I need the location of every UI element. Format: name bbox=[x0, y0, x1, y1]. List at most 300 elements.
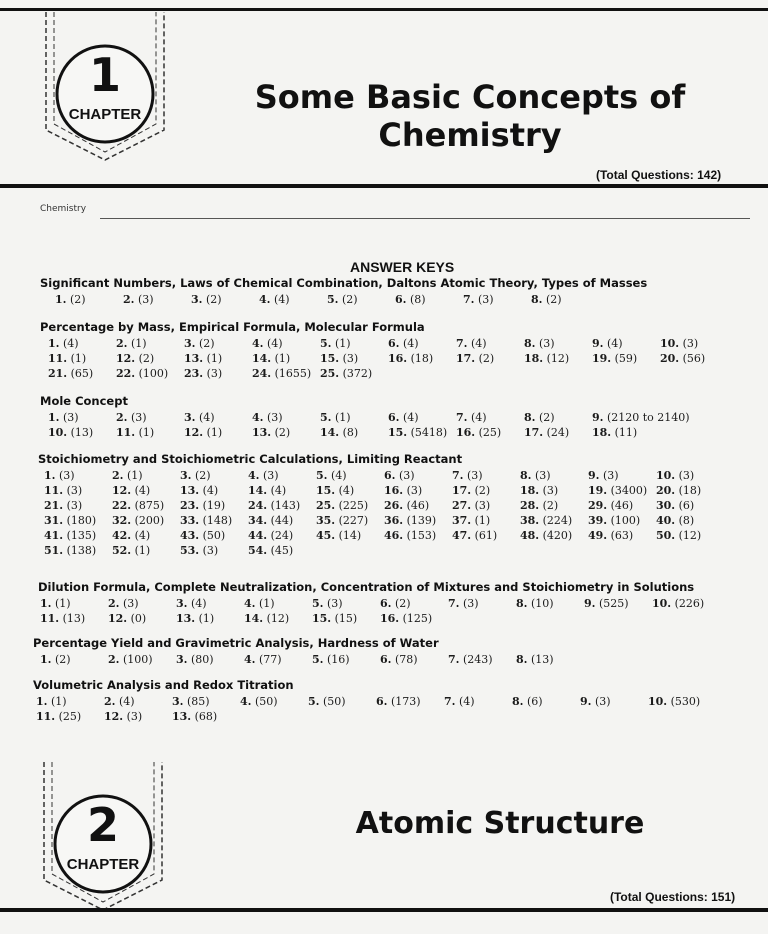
question-number: 8. bbox=[524, 411, 536, 424]
section-title: Volumetric Analysis and Redox Titration bbox=[33, 678, 294, 692]
answer-item bbox=[44, 469, 112, 482]
answer-value: (8) bbox=[675, 514, 695, 527]
answer-value: (46) bbox=[403, 499, 430, 512]
answer-item bbox=[456, 337, 524, 350]
answer-value: (80) bbox=[187, 653, 214, 666]
question-number: 3. bbox=[184, 337, 196, 350]
question-number: 9. bbox=[580, 695, 592, 708]
question-number: 3. bbox=[176, 597, 188, 610]
answer-item bbox=[312, 653, 380, 666]
question-number: 6. bbox=[376, 695, 388, 708]
answer-item bbox=[452, 529, 520, 542]
answer-item bbox=[384, 529, 452, 542]
answer-item bbox=[112, 484, 180, 497]
question-number: 7. bbox=[456, 411, 468, 424]
answer-value: (25) bbox=[55, 710, 82, 723]
question-number: 5. bbox=[308, 695, 320, 708]
answer-item bbox=[104, 695, 172, 708]
answer-item bbox=[176, 612, 244, 625]
answer-value: (2) bbox=[539, 499, 559, 512]
question-number: 16. bbox=[380, 612, 400, 625]
answer-item bbox=[656, 529, 724, 542]
question-number: 17. bbox=[452, 484, 472, 497]
question-number: 26. bbox=[384, 499, 404, 512]
question-number: 3. bbox=[180, 469, 192, 482]
answer-item bbox=[184, 411, 252, 424]
question-number: 33. bbox=[180, 514, 200, 527]
question-number: 4. bbox=[244, 653, 256, 666]
answer-value: (13) bbox=[59, 612, 86, 625]
answer-item bbox=[592, 426, 660, 439]
question-number: 29. bbox=[588, 499, 608, 512]
answer-value: (12) bbox=[543, 352, 570, 365]
answer-item bbox=[456, 426, 524, 439]
question-number: 6. bbox=[380, 653, 392, 666]
answer-item bbox=[248, 499, 316, 512]
answer-value: (65) bbox=[67, 367, 94, 380]
answer-value: (3) bbox=[459, 597, 479, 610]
answer-item bbox=[588, 484, 656, 497]
question-number: 13. bbox=[184, 352, 204, 365]
section-title: Stoichiometry and Stoichiometric Calculations, Limiting Reactant bbox=[38, 452, 463, 466]
answer-item bbox=[112, 499, 180, 512]
question-number: 4. bbox=[248, 469, 260, 482]
answer-item bbox=[531, 293, 599, 306]
answer-item bbox=[516, 597, 584, 610]
question-number: 11. bbox=[116, 426, 136, 439]
answer-value: (1) bbox=[131, 544, 151, 557]
question-number: 9. bbox=[584, 597, 596, 610]
answer-item bbox=[384, 499, 452, 512]
answer-item bbox=[44, 544, 112, 557]
answer-item bbox=[384, 514, 452, 527]
answer-value: (4) bbox=[131, 484, 151, 497]
answer-value: (173) bbox=[387, 695, 421, 708]
question-number: 31. bbox=[44, 514, 64, 527]
answer-value: (5418) bbox=[407, 426, 448, 439]
chapter-1-title bbox=[230, 78, 710, 155]
answer-item bbox=[244, 597, 312, 610]
answer-item bbox=[252, 411, 320, 424]
chapter-number: 2 bbox=[86, 798, 119, 852]
section-percentage-by-mass bbox=[0, 320, 768, 380]
question-number: 4. bbox=[252, 411, 264, 424]
answer-value: (3) bbox=[395, 469, 415, 482]
answer-item bbox=[116, 367, 184, 380]
answer-value: (14) bbox=[335, 529, 362, 542]
answer-value: (3) bbox=[199, 544, 219, 557]
question-number: 5. bbox=[312, 653, 324, 666]
answer-value: (225) bbox=[335, 499, 369, 512]
answer-item bbox=[384, 469, 452, 482]
answer-item bbox=[456, 411, 524, 424]
question-number: 7. bbox=[448, 653, 460, 666]
answer-item bbox=[108, 597, 176, 610]
question-number: 13. bbox=[176, 612, 196, 625]
answer-item bbox=[656, 484, 724, 497]
answer-grid bbox=[0, 411, 768, 439]
answer-value: (6) bbox=[675, 499, 695, 512]
answer-value: (226) bbox=[671, 597, 705, 610]
question-number: 41. bbox=[44, 529, 64, 542]
answer-item bbox=[316, 499, 384, 512]
answer-item bbox=[388, 352, 456, 365]
answer-value: (61) bbox=[471, 529, 498, 542]
question-number: 46. bbox=[384, 529, 404, 542]
section-title: Significant Numbers, Laws of Chemical Combination, Daltons Atomic Theory, Types of Masses bbox=[40, 276, 648, 290]
answer-item bbox=[180, 529, 248, 542]
answer-item bbox=[660, 337, 728, 350]
answer-value: (3) bbox=[535, 337, 555, 350]
answer-value: (68) bbox=[191, 710, 218, 723]
question-number: 35. bbox=[316, 514, 336, 527]
answer-item bbox=[40, 612, 108, 625]
answer-value: (3) bbox=[59, 411, 79, 424]
question-number: 50. bbox=[656, 529, 676, 542]
answer-value: (3) bbox=[474, 293, 494, 306]
question-number: 5. bbox=[320, 411, 332, 424]
answer-value: (13) bbox=[527, 653, 554, 666]
answer-value: (59) bbox=[611, 352, 638, 365]
answer-value: (3) bbox=[203, 367, 223, 380]
answer-value: (1) bbox=[135, 426, 155, 439]
question-number: 18. bbox=[592, 426, 612, 439]
answer-value: (525) bbox=[595, 597, 629, 610]
answer-value: (3) bbox=[679, 337, 699, 350]
answer-value: (3) bbox=[259, 469, 279, 482]
answer-value: (224) bbox=[539, 514, 573, 527]
question-number: 11. bbox=[40, 612, 60, 625]
question-number: 51. bbox=[44, 544, 64, 557]
answer-value: (3) bbox=[463, 469, 483, 482]
question-number: 6. bbox=[380, 597, 392, 610]
answer-item bbox=[648, 695, 716, 708]
answer-value: (1) bbox=[471, 514, 491, 527]
question-number: 17. bbox=[456, 352, 476, 365]
question-number: 36. bbox=[384, 514, 404, 527]
answer-value: (1) bbox=[203, 352, 223, 365]
answer-value: (8) bbox=[406, 293, 426, 306]
answer-item bbox=[524, 337, 592, 350]
answer-item bbox=[184, 337, 252, 350]
question-number: 3. bbox=[191, 293, 203, 306]
answer-item bbox=[516, 653, 584, 666]
answer-value: (10) bbox=[527, 597, 554, 610]
answer-item bbox=[592, 337, 660, 350]
question-number: 7. bbox=[456, 337, 468, 350]
answer-value: (44) bbox=[267, 514, 294, 527]
answer-item bbox=[656, 514, 724, 527]
answer-value: (4) bbox=[399, 411, 419, 424]
answer-value: (2120 to 2140) bbox=[603, 411, 690, 424]
answer-item bbox=[116, 411, 184, 424]
answer-value: (4) bbox=[267, 484, 287, 497]
answer-value: (45) bbox=[267, 544, 294, 557]
answer-item bbox=[656, 469, 724, 482]
answer-item bbox=[512, 695, 580, 708]
answer-value: (2) bbox=[135, 352, 155, 365]
question-number: 30. bbox=[656, 499, 676, 512]
answer-value: (4) bbox=[59, 337, 79, 350]
answer-value: (2) bbox=[391, 597, 411, 610]
answer-item bbox=[320, 367, 388, 380]
answer-value: (4) bbox=[270, 293, 290, 306]
answer-value: (148) bbox=[199, 514, 233, 527]
answer-value: (2) bbox=[202, 293, 222, 306]
question-number: 11. bbox=[48, 352, 68, 365]
question-number: 2. bbox=[123, 293, 135, 306]
answer-item bbox=[456, 352, 524, 365]
question-number: 2. bbox=[116, 411, 128, 424]
question-number: 10. bbox=[660, 337, 680, 350]
chapter-label: CHAPTER bbox=[68, 106, 142, 123]
question-number: 3. bbox=[172, 695, 184, 708]
answer-value: (4) bbox=[263, 337, 283, 350]
answer-item bbox=[452, 469, 520, 482]
answer-value: (1) bbox=[195, 612, 215, 625]
answer-grid bbox=[0, 337, 768, 380]
answer-value: (4) bbox=[467, 337, 487, 350]
question-number: 1. bbox=[40, 597, 52, 610]
answer-value: (3) bbox=[323, 597, 343, 610]
answer-item bbox=[452, 499, 520, 512]
question-number: 37. bbox=[452, 514, 472, 527]
answer-value: (180) bbox=[63, 514, 97, 527]
answer-item bbox=[448, 597, 516, 610]
answer-item bbox=[252, 426, 320, 439]
answer-value: (1) bbox=[123, 469, 143, 482]
question-number: 14. bbox=[252, 352, 272, 365]
answer-value: (1) bbox=[331, 411, 351, 424]
question-number: 10. bbox=[48, 426, 68, 439]
answer-value: (12) bbox=[263, 612, 290, 625]
question-number: 1. bbox=[55, 293, 67, 306]
answer-item bbox=[592, 411, 690, 424]
section-volumetric-analysis bbox=[0, 678, 768, 723]
section-title: Mole Concept bbox=[40, 394, 128, 408]
question-number: 1. bbox=[48, 411, 60, 424]
question-number: 28. bbox=[520, 499, 540, 512]
answer-item bbox=[520, 499, 588, 512]
question-number: 11. bbox=[44, 484, 64, 497]
question-number: 9. bbox=[588, 469, 600, 482]
question-number: 8. bbox=[516, 597, 528, 610]
question-number: 14. bbox=[244, 612, 264, 625]
answer-item bbox=[123, 293, 191, 306]
answer-item bbox=[308, 695, 376, 708]
answer-item bbox=[316, 514, 384, 527]
answer-value: (0) bbox=[127, 612, 147, 625]
answer-item bbox=[240, 695, 308, 708]
answer-item bbox=[55, 293, 123, 306]
answer-item bbox=[112, 529, 180, 542]
question-number: 49. bbox=[588, 529, 608, 542]
answer-item bbox=[463, 293, 531, 306]
question-number: 14. bbox=[320, 426, 340, 439]
question-number: 19. bbox=[592, 352, 612, 365]
answer-value: (100) bbox=[135, 367, 169, 380]
answer-item bbox=[116, 337, 184, 350]
answer-value: (50) bbox=[199, 529, 226, 542]
answer-value: (13) bbox=[67, 426, 94, 439]
answer-item bbox=[520, 529, 588, 542]
answer-item bbox=[380, 612, 448, 625]
answer-item bbox=[252, 337, 320, 350]
question-number: 43. bbox=[180, 529, 200, 542]
answer-value: (11) bbox=[611, 426, 638, 439]
answer-item bbox=[244, 612, 312, 625]
question-number: 4. bbox=[252, 337, 264, 350]
answer-value: (4) bbox=[195, 411, 215, 424]
answer-item bbox=[380, 597, 448, 610]
question-number: 2. bbox=[108, 653, 120, 666]
question-number: 13. bbox=[172, 710, 192, 723]
section-mole-concept bbox=[0, 394, 768, 439]
answer-value: (3) bbox=[531, 469, 551, 482]
answer-value: (1) bbox=[67, 352, 87, 365]
answer-item bbox=[244, 653, 312, 666]
question-number: 22. bbox=[116, 367, 136, 380]
question-number: 1. bbox=[48, 337, 60, 350]
question-number: 47. bbox=[452, 529, 472, 542]
answer-item bbox=[584, 597, 652, 610]
question-number: 1. bbox=[36, 695, 48, 708]
question-number: 34. bbox=[248, 514, 268, 527]
answer-value: (24) bbox=[267, 529, 294, 542]
question-number: 6. bbox=[388, 411, 400, 424]
answer-item bbox=[44, 499, 112, 512]
chapter-1-badge bbox=[40, 12, 170, 162]
answer-item bbox=[327, 293, 395, 306]
answer-value: (2) bbox=[191, 469, 211, 482]
answer-item bbox=[180, 544, 248, 557]
answer-item bbox=[448, 653, 516, 666]
answer-value: (19) bbox=[199, 499, 226, 512]
answer-item bbox=[44, 529, 112, 542]
answer-item bbox=[44, 514, 112, 527]
answer-item bbox=[112, 469, 180, 482]
answer-item bbox=[452, 514, 520, 527]
answer-item bbox=[104, 710, 172, 723]
question-number: 6. bbox=[384, 469, 396, 482]
question-number: 6. bbox=[395, 293, 407, 306]
answer-item bbox=[180, 469, 248, 482]
answer-item bbox=[252, 352, 320, 365]
answer-value: (3) bbox=[134, 293, 154, 306]
answer-value: (3400) bbox=[607, 484, 648, 497]
question-number: 23. bbox=[184, 367, 204, 380]
answer-value: (3) bbox=[127, 411, 147, 424]
answer-value: (4) bbox=[131, 529, 151, 542]
answer-value: (85) bbox=[183, 695, 210, 708]
chapter-2-badge bbox=[38, 762, 168, 912]
answer-item bbox=[176, 653, 244, 666]
section-stoichiometry bbox=[0, 452, 768, 557]
answer-value: (3) bbox=[591, 695, 611, 708]
answer-item bbox=[656, 499, 724, 512]
answer-item bbox=[524, 426, 592, 439]
question-number: 8. bbox=[512, 695, 524, 708]
answer-value: (4) bbox=[115, 695, 135, 708]
answer-item bbox=[312, 597, 380, 610]
answer-value: (1) bbox=[331, 337, 351, 350]
answer-item bbox=[180, 484, 248, 497]
question-number: 4. bbox=[240, 695, 252, 708]
answer-item bbox=[588, 514, 656, 527]
question-number: 24. bbox=[248, 499, 268, 512]
answer-item bbox=[36, 695, 104, 708]
answer-item bbox=[176, 597, 244, 610]
answer-item bbox=[452, 484, 520, 497]
answer-item bbox=[48, 411, 116, 424]
question-number: 12. bbox=[104, 710, 124, 723]
answer-item bbox=[248, 529, 316, 542]
question-number: 2. bbox=[116, 337, 128, 350]
answer-item bbox=[36, 710, 104, 723]
answer-item bbox=[248, 544, 316, 557]
answer-value: (8) bbox=[339, 426, 359, 439]
answer-value: (2) bbox=[542, 293, 562, 306]
answer-item bbox=[580, 695, 648, 708]
answer-item bbox=[388, 411, 456, 424]
answer-grid bbox=[0, 653, 768, 666]
answer-value: (143) bbox=[267, 499, 301, 512]
chapter-2-rule bbox=[0, 908, 768, 912]
question-number: 7. bbox=[452, 469, 464, 482]
question-number: 8. bbox=[520, 469, 532, 482]
answer-value: (24) bbox=[543, 426, 570, 439]
question-number: 7. bbox=[444, 695, 456, 708]
answer-value: (18) bbox=[675, 484, 702, 497]
answer-value: (2) bbox=[51, 653, 71, 666]
answer-item bbox=[184, 426, 252, 439]
answer-value: (2) bbox=[475, 352, 495, 365]
question-number: 12. bbox=[108, 612, 128, 625]
section-significant-numbers bbox=[0, 276, 768, 306]
answer-value: (2) bbox=[195, 337, 215, 350]
question-number: 21. bbox=[44, 499, 64, 512]
answer-item bbox=[388, 426, 456, 439]
answer-value: (4) bbox=[467, 411, 487, 424]
question-number: 19. bbox=[588, 484, 608, 497]
top-rule bbox=[0, 8, 768, 11]
question-number: 14. bbox=[248, 484, 268, 497]
answer-item bbox=[588, 529, 656, 542]
question-number: 16. bbox=[456, 426, 476, 439]
question-number: 42. bbox=[112, 529, 132, 542]
answer-value: (3) bbox=[263, 411, 283, 424]
question-number: 25. bbox=[316, 499, 336, 512]
answer-value: (50) bbox=[319, 695, 346, 708]
question-number: 20. bbox=[660, 352, 680, 365]
chapter-1-total-questions: (Total Questions: 142) bbox=[596, 168, 722, 182]
answer-value: (1655) bbox=[271, 367, 312, 380]
answer-value: (3) bbox=[123, 710, 143, 723]
answer-item bbox=[180, 514, 248, 527]
answer-value: (2) bbox=[535, 411, 555, 424]
answer-item bbox=[524, 352, 592, 365]
answer-value: (46) bbox=[607, 499, 634, 512]
answer-value: (372) bbox=[339, 367, 373, 380]
answer-item bbox=[388, 337, 456, 350]
answer-value: (18) bbox=[407, 352, 434, 365]
question-number: 2. bbox=[112, 469, 124, 482]
question-number: 11. bbox=[36, 710, 56, 723]
answer-item bbox=[444, 695, 512, 708]
answer-item bbox=[320, 411, 388, 424]
answer-value: (4) bbox=[603, 337, 623, 350]
answer-value: (139) bbox=[403, 514, 437, 527]
